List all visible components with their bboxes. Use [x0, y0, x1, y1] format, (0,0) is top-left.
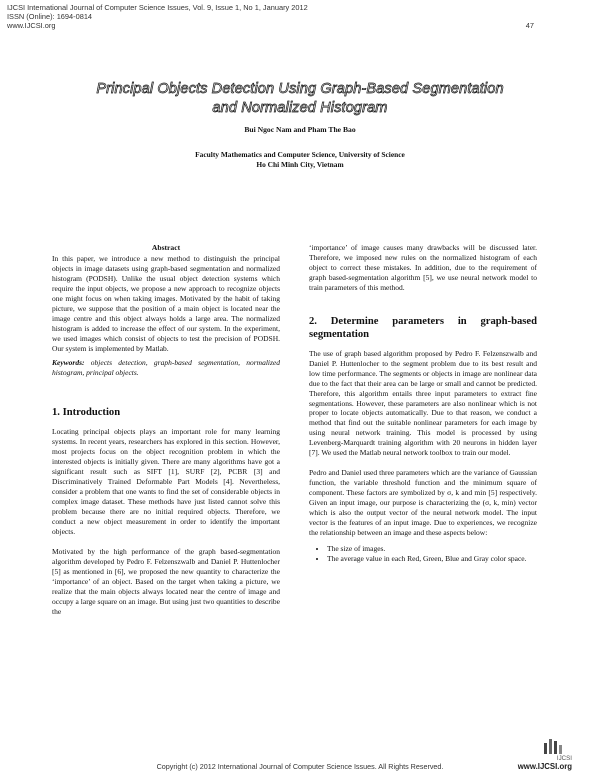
page-number: 47 [525, 21, 534, 30]
keywords-label: Keywords: [52, 358, 85, 368]
section1-para1: Locating principal objects plays an important role for many learning systems. In recent years, researchers has explored in this section. However, most projects focus on the object recognition problem in which the interested objects is initially given. There are many algorithms have got a significant result such as SIFT [1], SURF [2], PCBR [3] and Discriminatively Trained Deformable Part Models [4]. Nevertheless, consider a problem that one wants to find the set of considerable objects in complex image dataset. These methods have just listed cannot solve this problem because there are no initial required objects. Therefore, we conduct a new object measurement in order to identify the important objects. [52, 427, 280, 536]
logo-emblem-icon [542, 737, 564, 755]
abstract-text: In this paper, we introduce a new method to distinguish the principal objects in image datasets using graph-based segmentation and normalized histogram (PODSH). Unlike the usual object detection systems which require the input objects, we propose a new approach to recognize objects one might focus on when taking images. Motivated by the habit of taking picture, we suppose that the position of a main object is located near the image centre and this object always holds a large area. The normalized histogram is added to increase the effect of our system. In the experiment, we used images which consist of objects to test the precision of PODSH. Our system is implemented by Matlab. [52, 253, 280, 353]
feature-list [309, 544, 537, 564]
journal-header-line1: IJCSI International Journal of Computer Science Issues, Vol. 9, Issue 1, No 1, January 2012 [7, 3, 308, 12]
list-item: • The size of images. [327, 544, 537, 554]
journal-header-line3[interactable]: www.IJCSI.org [7, 21, 56, 30]
keywords [52, 358, 280, 378]
affiliation-line2: Ho Chi Minh City, Vietnam [256, 160, 344, 169]
affiliation-line1: Faculty Mathematics and Computer Science, University of Science [195, 150, 405, 159]
journal-header-line2: ISSN (Online): 1694-0814 [7, 12, 93, 21]
journal-header [7, 3, 308, 30]
paper-title [40, 80, 560, 118]
list-item: • The average value in each Red, Green, Blue and Gray color space. [327, 554, 537, 564]
logo-url[interactable]: www.IJCSI.org [517, 762, 572, 771]
abstract-heading: Abstract [151, 243, 181, 252]
section2-para2: Pedro and Daniel used three parameters which are the variance of Gaussian function, the variable threshold function and the minimum square of component. These factors are symbolized by σ, k and min [5] respectively. Given an input image, our purpose is characterizing the (σ, k, min) vector which is also the output vector of the neural network model. The input vector is the features of an input image. Due to experiences, we recognize the relationship between an image and these aspects below: [309, 468, 537, 537]
section2-para1: The use of graph based algorithm proposed by Pedro F. Felzenszwalb and Daniel P. Huttenlocher to the segment problem due to its best result and low time performance. The segments or objects in image are nonlinear data due to the fact that their area can be large or small and cannot be predicted. Therefore, this algorithm entails three input parameters to extract fine segmentations. However, these parameters are also nonlinear which is not proper to locate objects automatically. Due to that reason, we conduct a method that find out the suitable nonlinear parameters for each image by using neural network training. This model is processed by using Levenberg-Marquardt training algorithm with 20 neurons in hidden layer [7]. We used the Matlab neural network toolbox to train our model. [309, 348, 537, 458]
authors: Bui Ngoc Nam and Pham The Bao [244, 125, 356, 134]
paper-title-line1: Principal Objects Detection Using Graph-Based Segmentation [96, 81, 504, 97]
section1-para3: ‘importance’ of image causes many drawbacks will be discussed later. Therefore, we imposed new rules on the normalized histogram of each object to correct these mistakes. In addition, due to the requirement of graph based-segmentation algorithm [5], we use neural network model to train parameters of this method. [309, 243, 537, 292]
section2-heading: 2. Determine parameters in graph-based segmentation [309, 315, 537, 340]
left-column [52, 243, 280, 617]
copyright-footer: Copyright (c) 2012 International Journal of Computer Science Issues. All Rights Reserved. [156, 762, 444, 771]
section1-para2: Motivated by the high performance of the graph based-segmentation algorithm developed by Pedro F. Felzenszwalb and Daniel P. Huttenlocher [5] as mentioned in [6], we proposed the new quantity to characterize the ‘importance’ of an object. Based on the target when taking a picture, we realize that the main objects always located near the centre of image and occupy a large square on an image. But using just two quantities to describe the [52, 546, 280, 616]
keywords-text: objects detection, graph-based segmentation, normalized histogram, principal objects. [52, 358, 281, 378]
affiliation [0, 150, 600, 170]
right-column [309, 243, 537, 564]
logo-name: IJCSI [556, 755, 572, 762]
ijcsi-logo [517, 737, 572, 771]
section1-heading: 1. Introduction [52, 407, 121, 419]
paper-title-line2: and Normalized Histogram [212, 100, 388, 116]
